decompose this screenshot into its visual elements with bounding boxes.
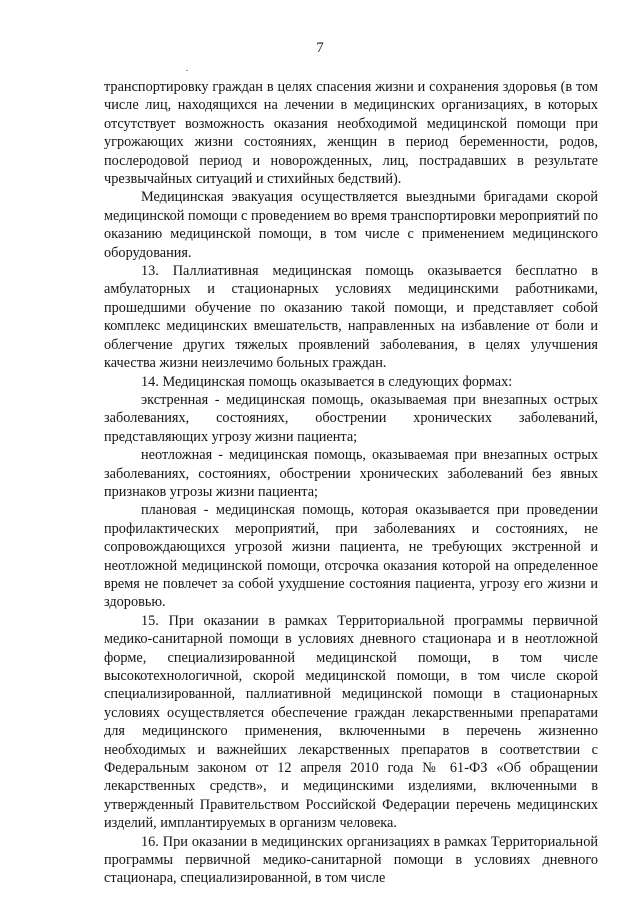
paragraph-14-forms-heading: 14. Медицинская помощь оказывается в следующих формах:: [141, 373, 513, 390]
page-number: 7: [316, 40, 324, 56]
paragraph-form-urgent: неотложная - медицинская помощь, оказываемая при внезапных острых заболеваниях, состояниях, обострении хронических заболеваний без явных признаков угрозы жизни пациента;: [104, 447, 598, 500]
document-body: [104, 78, 598, 888]
paragraph-15-medicines-provision: 15. При оказании в рамках Территориальной программы первичной медико-санитарной помощи в условиях дневного стационара и в неотложной форме, специализированной медицинской помощи, в том числе высокотехнологичной, скорой медицинской помощи, в том числе скорой специализированной, паллиативной медицинской помощи в стационарных условиях осуществляется обеспечение граждан лекарственными препаратами для медицинского применения, включенными в перечень жизненно необходимых и важнейших лекарственных препаратов в соответствии с Федеральным законом от 12 апреля 2010 года № 61-ФЗ «Об обращении лекарственных средств», и медицинскими изделиями, включенными в утвержденный Правительством Российской Федерации перечень медицинских изделий, имплантируемых в организм человека.: [104, 612, 598, 832]
paragraph-16-day-hospital: 16. При оказании в медицинских организациях в рамках Территориальной программы первичной медико-санитарной помощи в условиях дневного стационара, специализированной, в том числе: [104, 833, 598, 887]
paragraph-form-planned: плановая - медицинская помощь, которая оказывается при проведении профилактических мероприятий, при заболеваниях и состояниях, не сопровождающихся угрозой жизни пациента, не требующих экстренной и неотложной медицинской помощи, отсрочка оказания которой на определенное время не повлечет за собой ухудшение состояния пациента, угрозу его жизни и здоровью.: [104, 502, 598, 611]
paragraph-13-palliative-care: 13. Паллиативная медицинская помощь оказывается бесплатно в амбулаторных и стационарных условиях медицинскими работниками, прошедшими обучение по оказанию такой помощи, и представляет собой комплекс медицинских вмешательств, направленных на избавление от боли и облегчение других тяжелых проявлений заболевания, в целях улучшения качества жизни неизлечимо больных граждан.: [104, 263, 598, 372]
paragraph-transport-continuation: транспортировку граждан в целях спасения жизни и сохранения здоровья (в том числе лиц, находящихся на лечении в медицинских организациях, в которых отсутствует возможность оказания необходимой медицинской помощи при угрожающих жизни состояниях, женщин в период беременности, родов, послеродовой период и новорожденных, лиц, пострадавших в результате чрезвычайных ситуаций и стихийных бедствий).: [104, 79, 598, 188]
paragraph-medical-evacuation: Медицинская эвакуация осуществляется выездными бригадами скорой медицинской помощи с проведением во время транспортировки мероприятий по оказанию медицинской помощи, в том числе с применением медицинского оборудования.: [104, 189, 598, 261]
paragraph-form-emergency: экстренная - медицинская помощь, оказываемая при внезапных острых заболеваниях, состояниях, обострении хронических заболеваний, представляющих угрозу жизни пациента;: [104, 391, 598, 445]
scan-artifact: [186, 70, 188, 71]
